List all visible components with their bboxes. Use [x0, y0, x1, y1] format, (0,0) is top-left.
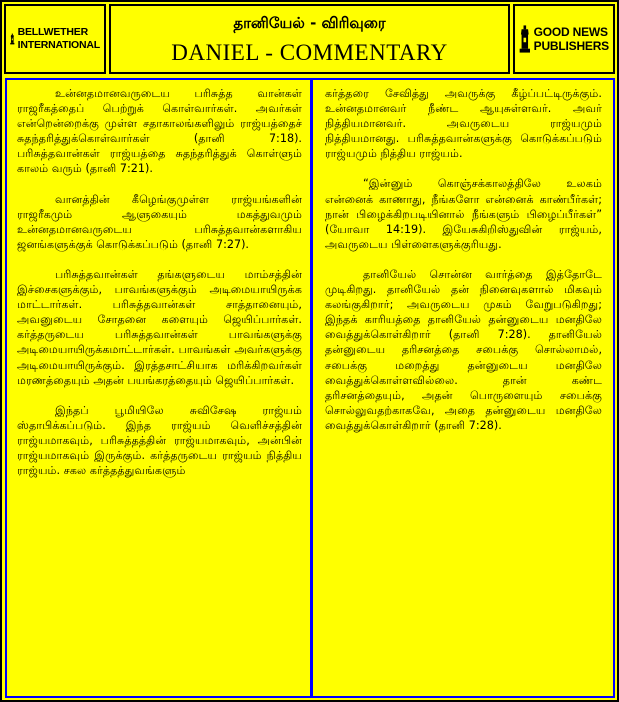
logo-left-line1: BELLWETHER [17, 26, 88, 38]
title-tamil: தானியேல் - விரிவுரை [233, 14, 386, 32]
column-divider [310, 78, 313, 698]
paragraph: உன்னதமானவருடைய பரிசுத்த வான்கள் ராஜரீகத்தைப் பெற்றுக் கொள்வார்கள். அவர்கள் என்றென்றைக்கு முள்ள சதாகாலங்களிலும் ராஜ்யத்தைச் சுதந்தரித்துக்கொள்வார்கள் (தானி 7:18). பரிசுத்தவான்கள் ராஜ்யத்தை சுதந்தரித்துக் கொள்ளும் காலம் வரும் (தானி 7:21). [17, 87, 302, 176]
paragraph: பரிசுத்தவான்கள் தங்களுடைய மாம்சத்தின் இச்சைகளுக்கும், பாவங்களுக்கும் அடிமையாயிருக்க மாட்டார்கள். பரிசுத்தவான்கள் சாத்தானையும், அவனுடைய சோதனை களையும் ஜெயிப்பார்கள். கர்த்தருடைய பரிசுத்தவான்கள் பாவங்களுக்கு அடிமையாயிருக்கமாட்டார்கள். பாவங்கள் அவர்களுக்கு அடிமையாயிருக்கும். இரத்தசாட்சியாக மரிக்கிறவர்கள் மரணத்தையும் அதன் பயங்கரத்தையும் ஜெயிப்பார்கள். [17, 267, 302, 387]
title-english: DANIEL - COMMENTARY [171, 40, 448, 65]
bellwether-logo [4, 4, 106, 74]
paragraph: வானத்தின் கீழெங்குமுள்ள ராஜ்யங்களின் ராஜரீகமும் ஆளுகையும் மகத்துவமும் உன்னதமானவருடைய பரிசுத்தவான்களாகிய ஜனங்களுக்குக் கொடுக்கப்படும் (தானி 7:27). [17, 192, 302, 251]
bell-tower-icon [519, 18, 531, 60]
paragraph: “இன்னும் கொஞ்சக்காலத்திலே உலகம் என்னைக் காணாது, நீங்களோ என்னைக் காண்பீர்கள்; நான் பிழைக்கிறபடியினால் நீங்களும் பிழைப்பீர்கள்” (யோவா 14:19). இயேசுகிறிஸ்துவின் ராஜ்யம், அவருடைய பிள்ளைகளுக்குரியது. [325, 177, 602, 251]
header [2, 2, 617, 78]
left-column [17, 86, 302, 493]
logo-right-line1: GOOD NEWS [533, 25, 608, 39]
bell-tower-icon [10, 18, 15, 60]
paragraph-continuation: கர்த்தரை சேவித்து அவருக்கு கீழ்ப்பட்டிருக்கும். உன்னதமானவர் நீண்ட ஆயுசுள்ளவர். அவர் நித்தியமானவர். அவருடைய ராஜ்யமும் நித்தியமானது. பரிசுத்தவான்களுக்கு கொடுக்கப்படும் ராஜ்யமும் நித்திய ராஜ்யம். [325, 87, 602, 161]
title-block [109, 4, 510, 74]
paragraph: தானியேல் சொன்ன வார்த்தை இத்தோடே முடிகிறது. தானியேல் தன் நினைவுகளால் மிகவும் கலங்குகிறார்; அவருடைய முகம் வேறுபடுகிறது; இந்தக் காரியத்தை தானியேல் தன்னுடைய மனதிலே வைத்துக்கொள்கிறார் (தானி 7:28). தானியேல் தன்னுடைய தரிசனத்தை சபைக்கு சொல்லாமல், சபைக்கு மறைத்து தன்னுடைய மனதிலே வைத்துக்கொள்ளவில்லை. தான் கண்ட தரிசனத்தையும், அதன் பொருளையும் சபைக்கு சொல்லுவதற்காகவே, அதை தன்னுடைய மனதிலே வைத்துக்கொள்கிறார் (தானி 7:28). [325, 267, 602, 432]
logo-left-line2: INTERNATIONAL [17, 39, 100, 51]
good-news-logo [513, 4, 615, 74]
paragraph: இந்தப் பூமியிலே சுவிசேஷ ராஜ்யம் ஸ்தாபிக்கப்படும். இந்த ராஜ்யம் வெளிச்சத்தின் ராஜ்யமாகவும், பரிசுத்தத்தின் ராஜ்யமாகவும், அன்பின் ராஜ்யமாகவும் இருக்கும். கர்த்தருடைய ராஜ்யம் நித்திய ராஜ்யம். சகல கர்த்தத்துவங்களும் [17, 403, 302, 478]
right-column [325, 86, 602, 448]
logo-right-line2: PUBLISHERS [533, 39, 609, 53]
